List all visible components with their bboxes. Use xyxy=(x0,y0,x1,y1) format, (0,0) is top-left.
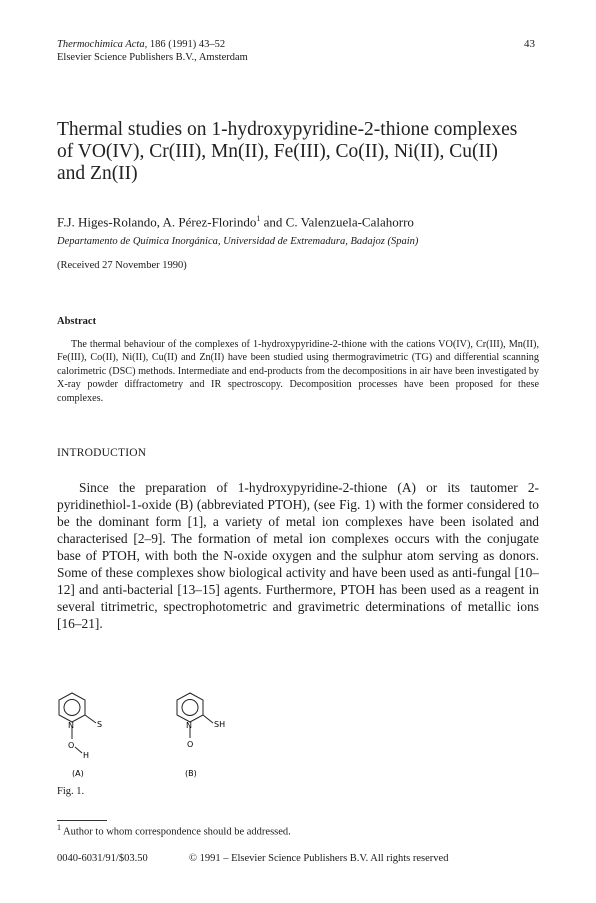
atom-o-a: O xyxy=(68,741,75,750)
authors-part-2: and C. Valenzuela-Calahorro xyxy=(260,214,414,230)
c-s-bond-a xyxy=(85,715,96,723)
structure-a xyxy=(59,693,96,753)
aromatic-circle-b xyxy=(182,700,198,716)
paper-title-line-3: and Zn(II) xyxy=(57,163,138,184)
journal-citation xyxy=(57,38,225,51)
structure-b-label: (B) xyxy=(185,769,197,778)
authors-part-1: F.J. Higes-Rolando, A. Pérez-Florindo xyxy=(57,214,257,230)
figure-structures xyxy=(50,685,250,795)
footnote-mark: 1 xyxy=(57,823,61,832)
page-number: 43 xyxy=(524,38,535,50)
received-date: (Received 27 November 1990) xyxy=(57,260,187,271)
abstract-heading: Abstract xyxy=(57,316,97,327)
c-sh-bond-b xyxy=(203,715,213,723)
abstract-text: The thermal behaviour of the complexes of 1-hydroxypyridine-2-thione with the cations VO(IV), Cr(III), Mn(II), Fe(III), Co(II), Ni(II), Cu(II) and Zn(II) have been studied using thermogravimetric (TG) and differential scanning calorimetric (DSC) methods. Intermediate and end-products from the decompositions in air have been investigated by X-ray powder diffractometry and IR spectroscopy. Decomposition processes have been proposed for these complexes. xyxy=(57,339,539,404)
paper-title-line-2: of VO(IV), Cr(III), Mn(II), Fe(III), Co(II), Ni(II), Cu(II) xyxy=(57,141,498,162)
introduction-text: Since the preparation of 1-hydroxypyridine-2-thione (A) or its tautomer 2-pyridinethiol-1-oxide (B) (abbreviated PTOH), (see Fig. 1) with the former considered to be the dominant form [1], a variety of metal ion complexes have been isolated and characterised [2–9]. The formation of metal ion complexes occurs with the conjugate base of PTOH, with both the N-oxide oxygen and the sulphur atom serving as donors. Some of these complexes show biological activity and have been used as anti-fungal [10–12] and anti-bacterial [13–15] agents. Furthermore, PTOH has been used as a reagent in several titrimetric, spectrophotometric and gravimetric determinations of metallic ions [16–21]. xyxy=(57,480,539,631)
o-h-bond-a xyxy=(75,747,82,753)
pyridine-ring-a xyxy=(59,693,85,722)
author-list xyxy=(57,214,414,230)
copyright-notice: © 1991 – Elsevier Science Publishers B.V. All rights reserved xyxy=(189,853,449,864)
publisher-line: Elsevier Science Publishers B.V., Amsterdam xyxy=(57,52,248,63)
aromatic-circle-a xyxy=(64,700,80,716)
pyridine-ring-b xyxy=(177,693,203,722)
atom-s-a: S xyxy=(97,720,103,729)
paper-title-line-1: Thermal studies on 1-hydroxypyridine-2-thione complexes xyxy=(57,119,518,140)
atom-n-a: N xyxy=(68,721,74,730)
issn-price-code: 0040-6031/91/$03.50 xyxy=(57,853,148,864)
atom-o-b: O xyxy=(187,740,194,749)
author-footnote-mark: 1 xyxy=(256,214,261,223)
figure-caption: Fig. 1. xyxy=(57,786,85,797)
affiliation: Departamento de Química Inorgánica, Universidad de Extremadura, Badajoz (Spain) xyxy=(57,236,419,247)
atom-h-a: H xyxy=(83,751,90,760)
atom-n-b: N xyxy=(186,721,192,730)
journal-name: Thermochimica Acta xyxy=(57,39,145,50)
structure-b xyxy=(177,693,213,738)
structure-a-label: (A) xyxy=(72,769,84,778)
atom-sh-b: SH xyxy=(214,720,226,729)
footnote xyxy=(57,823,291,838)
introduction-heading: INTRODUCTION xyxy=(57,447,147,459)
citation-details: , 186 (1991) 43–52 xyxy=(144,39,226,50)
footnote-text: Author to whom correspondence should be addressed. xyxy=(61,826,291,838)
footnote-rule xyxy=(57,820,107,821)
